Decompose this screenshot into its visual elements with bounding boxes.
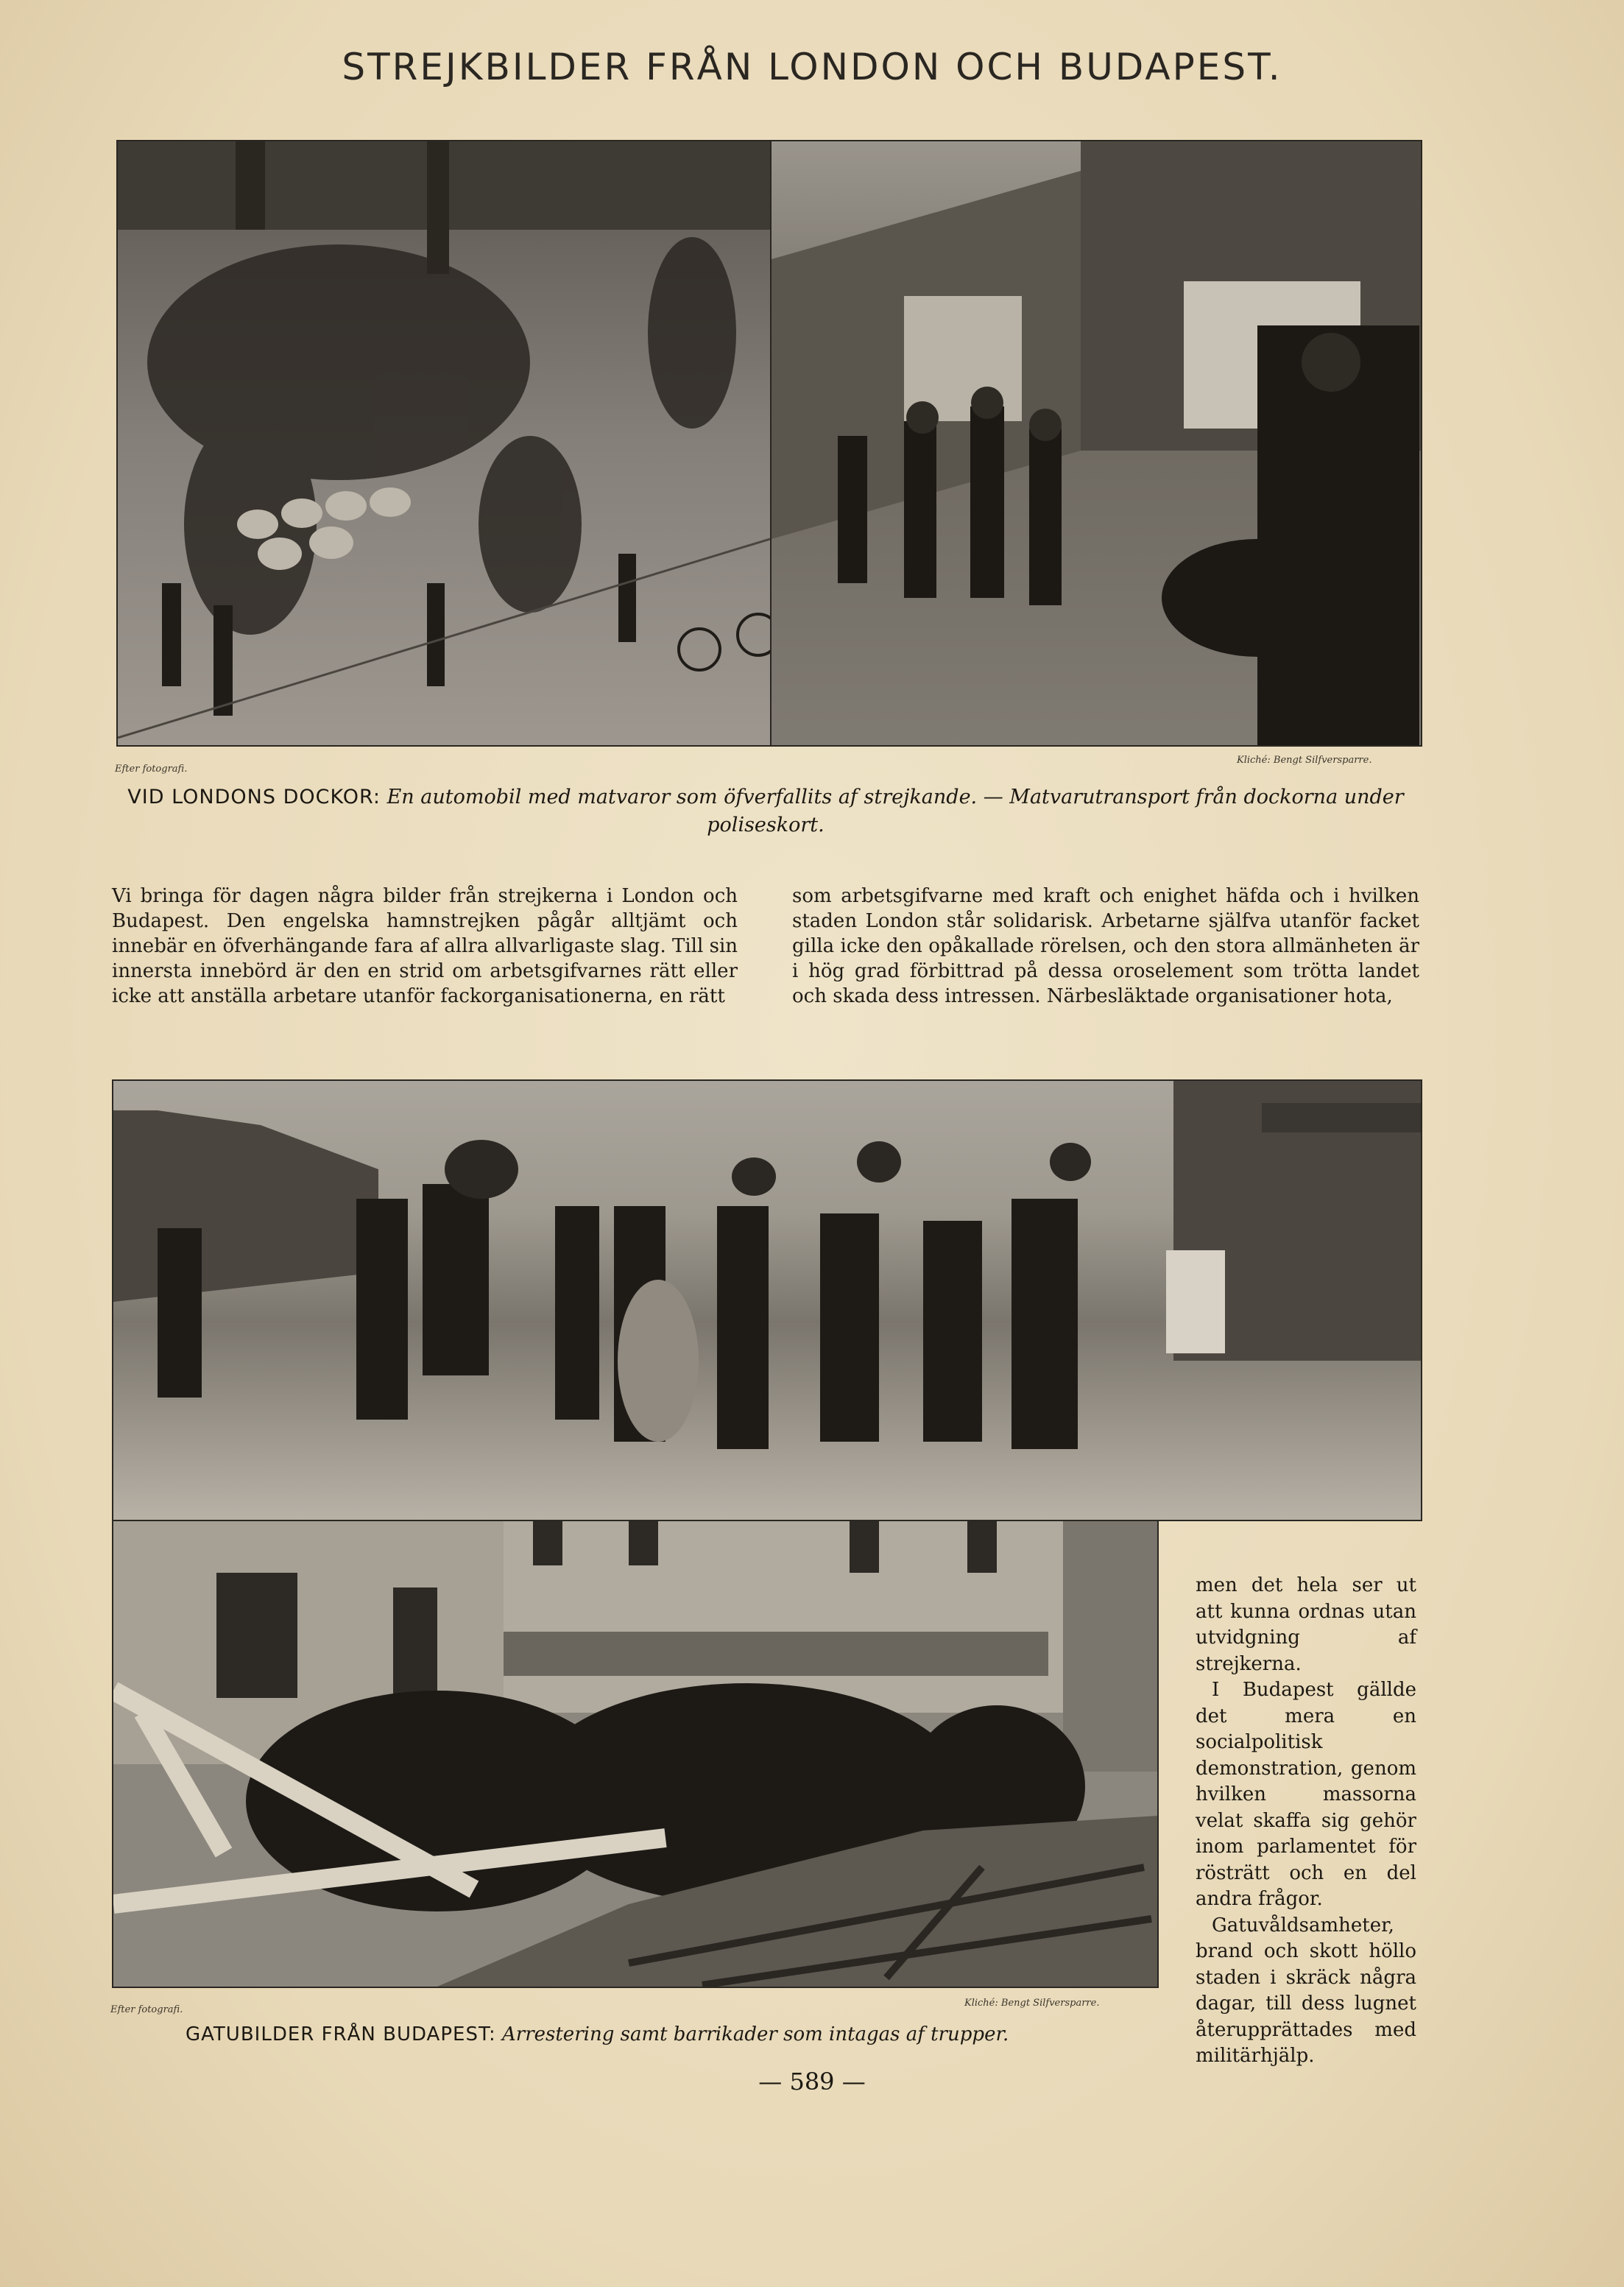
top-caption	[110, 783, 1421, 839]
photo-budapest-barricades	[112, 1520, 1159, 1988]
body-column-left	[112, 884, 738, 1009]
photo-london-police-escort	[770, 140, 1422, 747]
side-paragraph-2	[1196, 1677, 1416, 1913]
top-caption-text: En automobil med matvaror som öfverfallits af strejkande. — Matvarutransport från dockorna under poliseskort.	[386, 786, 1404, 836]
top-caption-label: VID LONDONS DOCKOR:	[127, 786, 381, 808]
bottom-caption-text: Arrestering samt barrikader som intagas af trupper.	[502, 2023, 1009, 2045]
top-photo-credit-right: Kliché: Bengt Silfversparre.	[1237, 755, 1372, 766]
page-number: — 589 —	[758, 2068, 866, 2096]
bottom-photo-credit-left: Efter fotografi.	[110, 2004, 183, 2015]
top-photo-credit-left: Efter fotografi.	[115, 764, 188, 775]
bottom-photo-credit-right: Kliché: Bengt Silfversparre.	[964, 1998, 1100, 2009]
body-paragraph-left: Vi bringa för dagen några bilder från strejkerna i London och Budapest. Den engelska hamnstrejken pågår alltjämt och innebär en öfverhängande fara af allra allvarligaste slag. Till sin innersta innebörd är den en strid om arbetsgifvarnes rätt eller icke att anställa arbetare utanför fackorganisationerna, en rätt	[112, 885, 738, 1007]
page-title: STREJKBILDER FRÅN LONDON OCH BUDAPEST.	[342, 46, 1282, 88]
side-paragraph-3-text: Gatuvåldsamheter, brand och skott höllo staden i skräck några dagar, till dess lugnet återupprättades med militärhjälp.	[1196, 1914, 1416, 2067]
bottom-caption	[186, 2023, 1143, 2045]
bottom-caption-label: GATUBILDER FRÅN BUDAPEST:	[186, 2023, 496, 2045]
photo-budapest-arrest	[112, 1079, 1422, 1521]
side-text-column	[1196, 1573, 1416, 2070]
side-paragraph-1: men det hela ser ut att kunna ordnas utan utvidgning af strejkerna.	[1196, 1574, 1416, 1675]
photo-london-crowd	[116, 140, 772, 747]
body-column-right	[792, 884, 1419, 1009]
body-paragraph-right: som arbetsgifvarne med kraft och enighet häfda och i hvilken staden London står solidarisk. Arbetarne själfva utanför facket gilla icke den opåkallade rörelsen, och den stora allmänheten är i hög grad förbittrad på dessa oroselement som trötta landet och skada dess intressen. Närbesläktade organisationer hota,	[792, 885, 1419, 1007]
side-paragraph-2-text: I Budapest gällde det mera en socialpolitisk demonstration, genom hvilken massorna velat skaffa sig gehör inom parlamentet för rösträtt och en del andra frågor.	[1196, 1679, 1416, 1910]
side-paragraph-3	[1196, 1913, 1416, 2070]
